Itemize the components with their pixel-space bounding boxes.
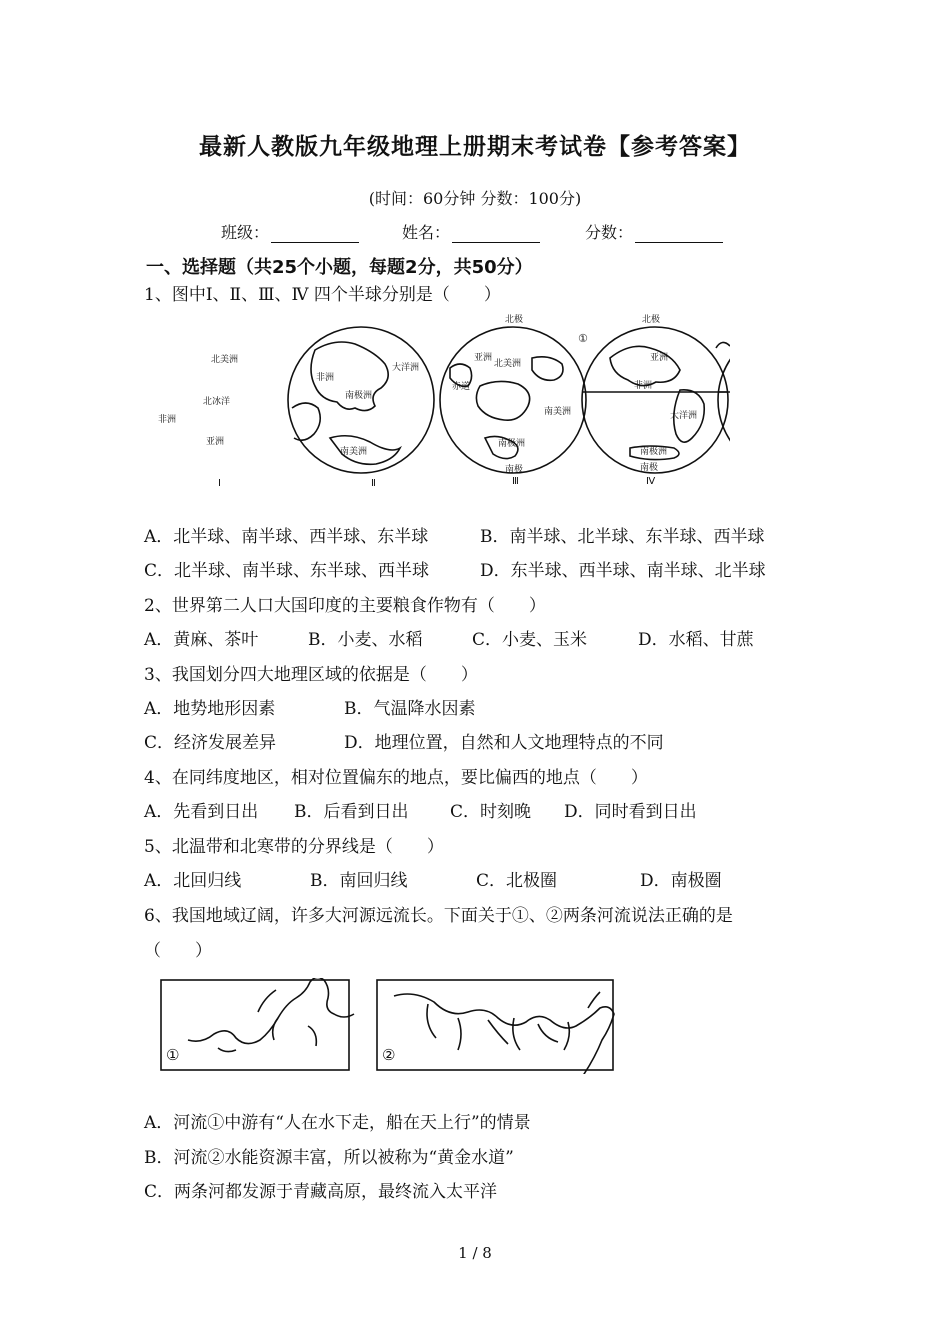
fig-III-label-4: 南美洲 [544, 407, 572, 417]
fig-III-top: 北极 [505, 315, 524, 325]
q1-option-b[interactable]: B．南半球、北半球、东半球、西半球 [480, 527, 765, 547]
fig-IV-label-3: 大洋洲 [670, 411, 698, 421]
q5-stem: 5、北温带和北寒带的分界线是（ ） [144, 837, 444, 857]
fig-IV-label-1: 亚洲 [650, 353, 669, 363]
q1-option-c[interactable]: C．北半球、南半球、东半球、西半球 [144, 561, 430, 581]
q6-stem: 6、我国地域辽阔，许多大河源远流长。下面关于①、②两条河流说法正确的是 [144, 906, 733, 926]
q2-option-d[interactable]: D．水稻、甘蔗 [638, 630, 754, 650]
page-number: 1 / 8 [458, 1244, 492, 1262]
river-map-1-frame [161, 980, 349, 1070]
fig-III-label-3: 赤道 [452, 382, 471, 392]
q2-option-b[interactable]: B．小麦、水稻 [308, 630, 423, 650]
fig-II-label-4: 南美洲 [340, 447, 368, 457]
fig-III-bottom: 南极 [505, 465, 524, 475]
q3-options-row2 [144, 728, 664, 753]
fig-IV-numeral: Ⅳ [646, 476, 656, 487]
fig-IV-top: 北极 [642, 315, 661, 325]
fig-I-numeral: Ⅰ [218, 478, 221, 489]
q1-stem: 1、图中Ⅰ、Ⅱ、Ⅲ、Ⅳ 四个半球分别是（ ） [144, 285, 501, 305]
q6-stem-paren: （ ） [144, 941, 212, 961]
fig-II-numeral: Ⅱ [371, 478, 376, 489]
q6-option-b[interactable]: B．河流②水能资源丰富，所以被称为“黄金水道” [144, 1148, 514, 1168]
q3-option-b[interactable]: B．气温降水因素 [344, 699, 476, 719]
q5-option-d[interactable]: D．南极圈 [640, 871, 722, 891]
q2-stem: 2、世界第二人口大国印度的主要粮食作物有（ ） [144, 596, 546, 616]
fig-IV-marker: ① [578, 332, 588, 345]
q1-options-row2 [144, 556, 766, 581]
q5-options [144, 866, 722, 891]
fig-III-label-1: 亚洲 [474, 353, 493, 363]
q3-options-row1 [144, 694, 476, 719]
class-blank[interactable] [271, 225, 359, 243]
fig-III-label-2: 北美洲 [494, 359, 522, 369]
fig-III-numeral: Ⅲ [512, 476, 519, 487]
section-heading: 一、选择题（共25个小题，每题2分，共50分） [146, 257, 533, 278]
fig-I-label-4: 亚洲 [206, 437, 225, 447]
name-field [402, 220, 540, 243]
river-1-mainstream [188, 978, 354, 1044]
fig-II-label-2: 大洋洲 [392, 363, 420, 373]
fig-II-label-3: 南极洲 [345, 391, 373, 401]
hemispheres-figure [140, 308, 730, 490]
fig-III-label-5: 南极洲 [498, 439, 526, 449]
fig-IV-label-4: 南极洲 [640, 447, 668, 457]
fig-I-label-3: 北冰洋 [203, 397, 231, 407]
q4-stem: 4、在同纬度地区，相对位置偏东的地点，要比偏西的地点（ ） [144, 768, 648, 788]
rivers-figure [158, 978, 618, 1074]
fig-I-label-2: 非洲 [158, 415, 177, 425]
q3-option-c[interactable]: C．经济发展差异 [144, 733, 277, 753]
fig-IV-bottom: 南极 [640, 463, 659, 473]
score-label: 分数： [585, 223, 634, 242]
q3-option-d[interactable]: D．地理位置，自然和人文地理特点的不同 [344, 733, 664, 753]
q5-option-a[interactable]: A．北回归线 [144, 871, 242, 891]
score-field [585, 220, 723, 243]
fig-I-label-1: 北美洲 [211, 355, 239, 365]
q2-option-c[interactable]: C．小麦、玉米 [472, 630, 588, 650]
q1-option-a[interactable]: A．北半球、南半球、西半球、东半球 [144, 527, 429, 547]
q2-option-a[interactable]: A．黄麻、茶叶 [144, 630, 259, 650]
exam-time-score: (时间：60分钟 分数：100分) [368, 189, 582, 208]
fig-IV-label-2: 非洲 [634, 381, 653, 391]
q4-option-b[interactable]: B．后看到日出 [294, 802, 409, 822]
hemisphere-II [440, 327, 586, 473]
q4-option-d[interactable]: D．同时看到日出 [564, 802, 697, 822]
q5-option-b[interactable]: B．南回归线 [310, 871, 408, 891]
q5-option-c[interactable]: C．北极圈 [476, 871, 558, 891]
q2-options [144, 625, 754, 650]
name-blank[interactable] [452, 225, 540, 243]
river-map-1-label: ① [166, 1046, 180, 1064]
q3-option-a[interactable]: A．地势地形因素 [144, 699, 276, 719]
score-blank[interactable] [635, 225, 723, 243]
fig-II-label-1: 非洲 [316, 373, 335, 383]
class-label: 班级： [221, 223, 270, 242]
q3-stem: 3、我国划分四大地理区域的依据是（ ） [144, 665, 478, 685]
page-title: 最新人教版九年级地理上册期末考试卷【参考答案】 [199, 134, 751, 160]
q4-option-c[interactable]: C．时刻晚 [450, 802, 532, 822]
river-map-2-label: ② [382, 1046, 396, 1064]
q6-option-c[interactable]: C．两条河都发源于青藏高原，最终流入太平洋 [144, 1182, 498, 1202]
q1-options-row1 [144, 522, 765, 547]
name-label: 姓名： [402, 223, 451, 242]
q1-option-d[interactable]: D．东半球、西半球、南半球、北半球 [480, 561, 766, 581]
class-field [221, 220, 359, 243]
q4-option-a[interactable]: A．先看到日出 [144, 802, 259, 822]
q4-options [144, 797, 697, 822]
q6-option-a[interactable]: A．河流①中游有“人在水下走，船在天上行”的情景 [144, 1113, 531, 1133]
